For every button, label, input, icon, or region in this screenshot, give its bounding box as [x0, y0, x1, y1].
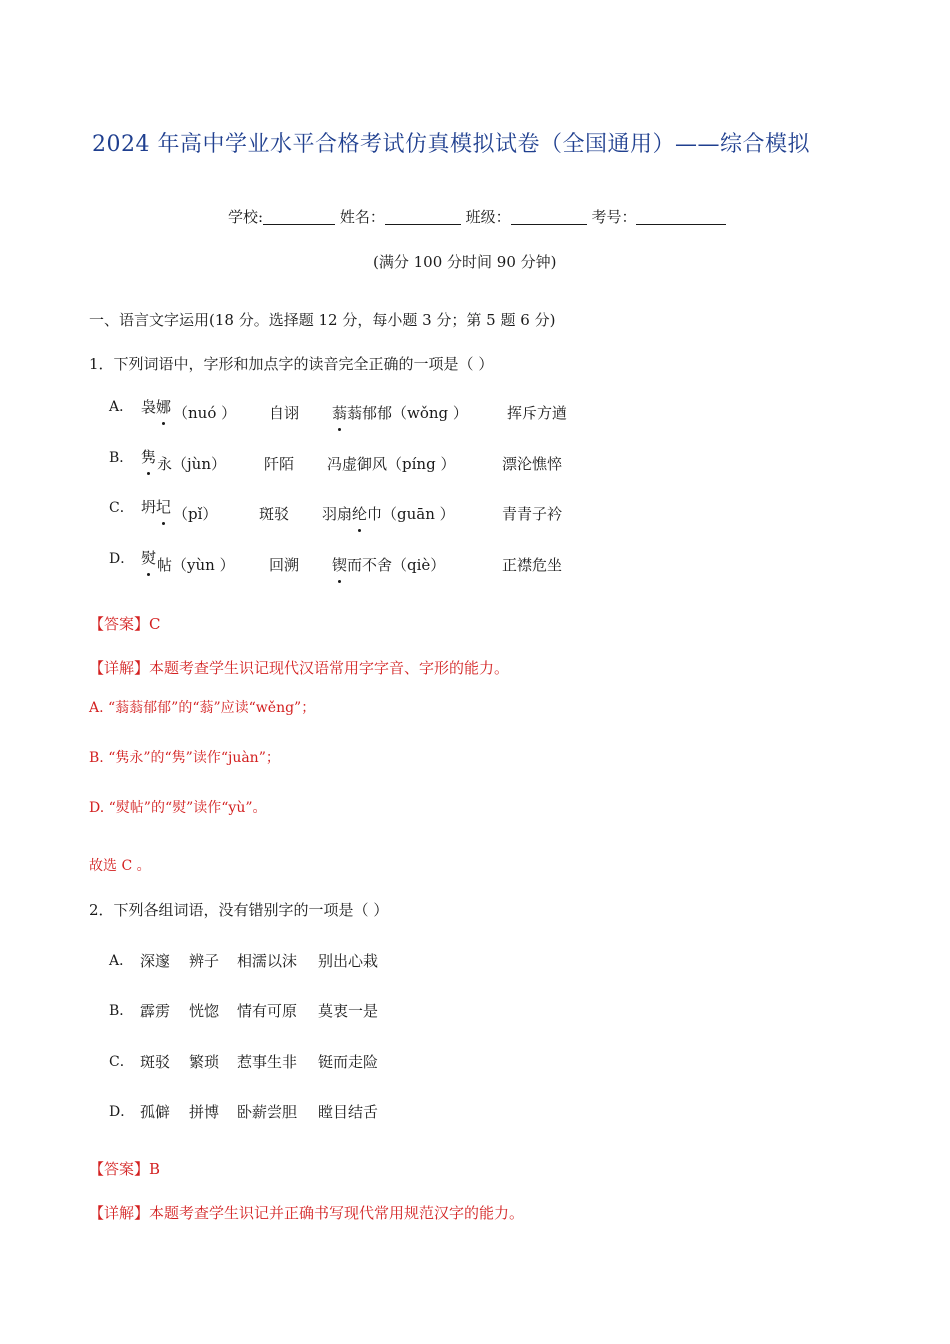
q1-option-c-pinyin1: （pǐ） — [173, 505, 218, 523]
q1-option-b-word4: 漂沦憔悴 — [502, 455, 563, 473]
q1-option-a-word3: 蓊蓊郁郁（wǒng ） — [332, 404, 468, 422]
q1-option-d-label: D． — [109, 551, 135, 567]
q2-option-b-word3: 情有可原 — [237, 1002, 298, 1020]
q1-option-d-char1: 熨 — [141, 549, 157, 567]
q1-option-a-word1: 袅娜 — [141, 398, 172, 416]
q1-option-b-word1: 永（jùn） — [157, 455, 226, 473]
q1-option-d-word4: 正襟危坐 — [502, 556, 563, 574]
class-blank — [511, 208, 587, 225]
q2-option-c-word4: 铤而走险 — [318, 1053, 379, 1071]
q2-option-a-word4: 别出心栽 — [318, 952, 379, 970]
q1-option-b-word2: 阡陌 — [264, 455, 295, 473]
q1-option-d-word1: 帖（yùn ） — [157, 556, 235, 574]
q2-option-c-word3: 惹事生非 — [237, 1053, 298, 1071]
q2-option-d-word2: 拼博 — [189, 1103, 220, 1121]
q1-option-a-word4: 挥斥方遒 — [507, 404, 568, 422]
q2-option-d-label: D． — [109, 1104, 135, 1120]
question-1-stem: 1．下列词语中，字形和加点字的读音完全正确的一项是（ ） — [89, 355, 494, 373]
q2-option-b-label: B． — [109, 1003, 134, 1019]
q1-option-a-pinyin1: （nuó ） — [173, 404, 237, 422]
q1-option-c-word1: 坍圮 — [141, 498, 172, 516]
q1-option-a-word2: 自诩 — [269, 404, 300, 422]
q2-option-a-word3: 相濡以沫 — [237, 952, 298, 970]
page-title: 2024 年高中学业水平合格考试仿真模拟试卷（全国通用）——综合模拟 — [92, 132, 810, 157]
q2-detail: 【详解】本题考查学生识记并正确书写现代常用规范汉字的能力。 — [89, 1204, 525, 1222]
q1-option-c-word3: 羽扇纶巾（guān ） — [322, 505, 455, 523]
class-label: 班级： — [465, 208, 511, 226]
q1-option-c-label: C． — [109, 500, 134, 516]
q2-option-b-word1: 霹雳 — [140, 1002, 171, 1020]
q2-option-d-word3: 卧薪尝胆 — [237, 1103, 298, 1121]
section-heading: 一、语言文字运用(18 分。选择题 12 分，每小题 3 分；第 5 题 6 分) — [89, 311, 556, 329]
q1-answer: 【答案】C — [89, 615, 161, 633]
q2-option-a-word1: 深邃 — [140, 952, 171, 970]
q1-option-d-word2: 回溯 — [269, 556, 300, 574]
exam-no-blank — [636, 208, 726, 225]
exam-no-label: 考号： — [591, 208, 637, 226]
q2-option-c-word2: 繁琐 — [189, 1053, 220, 1071]
q1-option-b-word3: 冯虚御风（píng ） — [327, 455, 456, 473]
score-line: (满分 100 分时间 90 分钟) — [373, 253, 557, 271]
q1-option-b-char1: 隽 — [141, 448, 157, 466]
q2-answer: 【答案】B — [89, 1160, 161, 1178]
q2-option-c-label: C． — [109, 1054, 134, 1070]
q2-option-c-word1: 斑驳 — [140, 1053, 171, 1071]
student-info-line — [228, 206, 726, 227]
q1-option-c-word4: 青青子衿 — [502, 505, 563, 523]
q1-conclusion: 故选 C 。 — [89, 858, 151, 874]
q2-option-d-word4: 瞠目结舌 — [318, 1103, 379, 1121]
q2-option-b-word4: 莫衷一是 — [318, 1002, 379, 1020]
q1-detail: 【详解】本题考查学生识记现代汉语常用字字音、字形的能力。 — [89, 659, 510, 677]
q1-note-d: D. “熨帖”的“熨”读作“yù”。 — [89, 800, 267, 816]
name-label: 姓名： — [339, 208, 385, 226]
q1-option-c-word2: 斑驳 — [259, 505, 290, 523]
name-blank — [385, 208, 461, 225]
school-blank — [263, 208, 335, 225]
question-2-stem: 2．下列各组词语，没有错别字的一项是（ ） — [89, 901, 389, 919]
q1-note-b: B. “隽永”的“隽”读作“juàn”； — [89, 750, 280, 766]
q2-option-d-word1: 孤僻 — [140, 1103, 171, 1121]
q1-option-d-word3: 锲而不舍（qiè） — [332, 556, 446, 574]
q1-note-a: A. “蓊蓊郁郁”的“蓊”应读“wěng”； — [89, 700, 316, 716]
q1-option-b-label: B． — [109, 450, 134, 466]
q2-option-b-word2: 恍惚 — [189, 1002, 220, 1020]
q2-option-a-label: A． — [109, 953, 134, 969]
school-label: 学校: — [228, 208, 264, 226]
q1-option-a-label: A． — [109, 399, 134, 415]
q2-option-a-word2: 辨子 — [189, 952, 220, 970]
